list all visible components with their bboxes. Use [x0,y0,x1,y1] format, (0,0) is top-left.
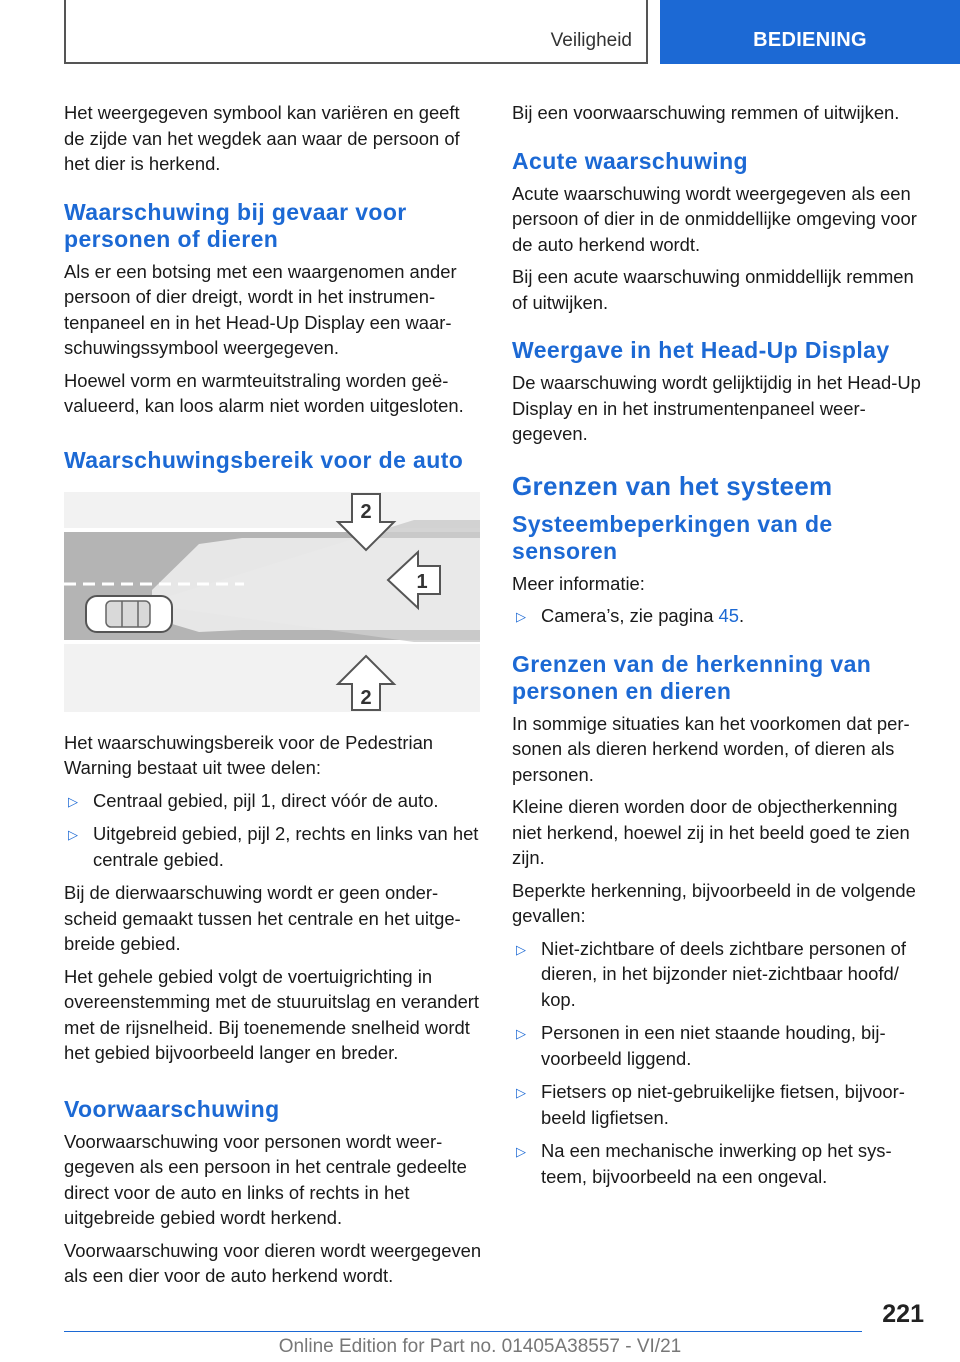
heading-system-limits: Grenzen van het systeem [512,470,833,501]
list-item: ▷ Na een mechanische inwerking op het systeem, bijvoorbeeld na een ongeval. [516,1140,892,1187]
list-item: ▷ Fietsers op niet-gebruikelijke fietsen, bijvoorbeeld ligfietsen. [516,1081,905,1128]
page-number: 221 [882,1300,924,1328]
list-item: ▷ Uitgebreid gebied, pijl 2, rechts en links van het centrale gebied. [68,823,479,870]
camera-bullet-list [512,603,930,629]
heading-pre-warning: Voorwaarschuwing [64,1095,280,1122]
range-paragraph: Het waarschuwingsbereik voor de Pedestrian Warning bestaat uit twee delen: [64,731,434,778]
triangle-bullet-icon: ▷ [68,793,78,809]
heading-recognition-limits: Grenzen van de herkenning van personen en dieren [512,650,872,704]
pre-warning-paragraph-3: Bij een voorwaarschuwing remmen of uitwijken. [512,102,900,123]
hud-paragraph: De waarschuwing wordt gelijktijdig in het Head-Up Display en in het instrumentenpaneel weergegeven. [512,372,921,444]
recognition-paragraph-3: Beperkte herkenning, bijvoorbeeld in de volgende gevallen: [512,879,916,926]
heading-hud: Weergave in het Head-Up Display [512,337,890,363]
recognition-paragraph-2: Kleine dieren worden door de objectherkenning niet herkend, hoewel zij in het beeld goed te zien zijn. [512,796,910,868]
triangle-bullet-icon: ▷ [516,609,526,624]
area-paragraph: Het gehele gebied volgt de voertuigrichting in overeenstemming met de stuuruitslag en verandert met de rijsnelheid. Bij toenemende snelheid wordt het gebied bijvoorbeeld langer en breder. [64,965,480,1063]
pre-warning-paragraph-1: Voorwaarschuwing voor personen wordt weergegeven als een persoon in het centrale gedeelte direct voor de auto en links of rechts in het uitgebreide gebied wordt herkend. [64,1130,467,1228]
acute-paragraph-2: Bij een acute waarschuwing onmiddellijk remmen of uitwijken. [512,266,914,313]
warning-range-figure [64,492,480,712]
acute-paragraph-1: Acute waarschuwing wordt weergegeven als een persoon of dier in de onmiddellijke omgeving voor de auto herkend wordt. [512,182,917,255]
list-item: ▷ Centraal gebied, pijl 1, direct vóór de auto. [64,788,482,814]
triangle-bullet-icon: ▷ [68,827,78,842]
triangle-bullet-icon: ▷ [516,1085,526,1100]
triangle-bullet-icon: ▷ [516,941,526,957]
footer-divider [64,1331,862,1332]
triangle-bullet-icon: ▷ [516,1144,526,1159]
header-section-box [64,0,648,64]
header-section-label: Veiligheid [550,30,632,51]
header-chapter-tab[interactable]: BEDIENING [660,0,960,64]
list-item: ▷ Camera’s, zie pagina 45. [512,603,930,629]
heading-danger-warning: Waarschuwing bij gevaar voor personen of dieren [64,198,407,252]
triangle-bullet-icon: ▷ [516,1026,526,1041]
danger-paragraph-1: Als er een botsing met een waargenomen ander persoon of dier dreigt, wordt in het instrumentenpaneel en in het Head-Up Display een waarschuwingssymbool weergegeven. [64,260,457,358]
danger-paragraph-2: Hoewel vorm en warmteuitstraling worden geëvalueerd, kan loos alarm niet worden uitgesloten. [64,369,464,416]
right-column [512,100,930,1197]
more-info-paragraph: Meer informatie: [512,572,645,594]
arrow-1-label: 1 [416,570,428,593]
page-link-45[interactable]: 45 [718,605,739,626]
list-item: ▷ Personen in een niet staande houding, bijvoorbeeld liggend. [516,1022,886,1069]
recognition-bullet-list [512,936,930,1190]
arrow-2-bottom-label: 2 [360,686,372,709]
recognition-paragraph-1: In sommige situaties kan het voorkomen dat personen als dieren herkend worden, of dieren als personen. [512,712,910,785]
arrow-2-top-label: 2 [360,500,372,523]
car-icon [86,596,172,632]
range-bullet-list [64,788,482,873]
heading-acute-warning: Acute waarschuwing [512,147,748,174]
heading-warning-range: Waarschuwingsbereik voor de auto [64,446,464,473]
heading-sensor-limits: Systeembeperkingen van de sensoren [512,510,833,564]
intro-paragraph: Het weergegeven symbool kan variëren en geeft de zijde van het wegdek aan waar de persoon of het dier is herkend. [64,102,460,174]
left-column [64,100,482,1296]
list-item: ▷ Niet-zichtbare of deels zichtbare personen of dieren, in het bijzonder niet-zichtbaar hoofd/ kop. [516,937,906,1010]
pre-warning-paragraph-2: Voorwaarschuwing voor dieren wordt weergegeven als een dier voor de auto herkend wordt. [64,1239,482,1286]
footer-edition: Online Edition for Part no. 01405A38557 - VI/21 [278,1336,682,1357]
animal-paragraph: Bij de dierwaarschuwing wordt er geen onderscheid gemaakt tussen het centrale en het uitgebreide gebied. [64,882,461,954]
